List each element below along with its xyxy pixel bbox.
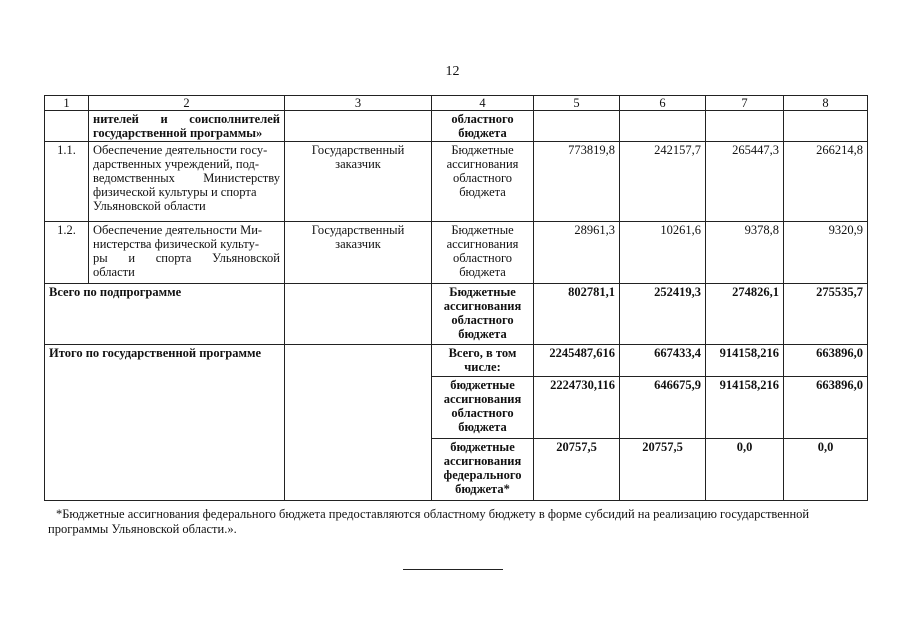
table-cell [620,111,706,142]
subtotal-row [45,284,868,345]
word: ведомственных [93,171,175,185]
executor-cell: Государственный заказчик [285,142,432,222]
header-cell: 3 [285,96,432,111]
source-cell: бюджетные ассигнования областного бюджета [432,377,534,439]
source-cell: бюджетные ассигнования федерального бюджета* [432,439,534,501]
value-cell: 28961,3 [534,222,620,284]
justified-line [93,157,280,171]
value-cell: 0,0 [706,439,784,501]
justified-line [93,143,280,157]
word: Министерству [203,171,280,185]
header-cell: 4 [432,96,534,111]
source-cell: Бюджетные ассигнования областного бюджета [432,284,534,345]
total-row [45,345,868,377]
value-cell: 663896,0 [784,345,868,377]
value-cell: 0,0 [784,439,868,501]
table-cell [706,111,784,142]
table-row [45,222,868,284]
source-cell: Бюджетные ассигнования областного бюджета [432,222,534,284]
text-line: области [93,265,135,279]
subtotal-label: Всего по подпрограмме [45,284,285,345]
header-cell: 6 [620,96,706,111]
word: спорта [155,251,192,265]
justified-line [93,171,280,185]
value-cell: 274826,1 [706,284,784,345]
value-cell: 2245487,616 [534,345,620,377]
value-cell: 802781,1 [534,284,620,345]
word: нистерства физической культу- [93,237,259,251]
table-cell [285,345,432,501]
value-cell: 10261,6 [620,222,706,284]
value-cell: 667433,4 [620,345,706,377]
value-cell: 9378,8 [706,222,784,284]
table-cell [285,111,432,142]
word: ры [93,251,108,265]
value-cell: 265447,3 [706,142,784,222]
continuation-row [45,111,868,142]
value-cell: 266214,8 [784,142,868,222]
word: соисполнителей [189,112,280,126]
justified-line [93,251,280,265]
source-cell: Всего, в том числе: [432,345,534,377]
value-cell: 646675,9 [620,377,706,439]
word: дарственных учреждений, под- [93,157,259,171]
word: Ульяновской [212,251,280,265]
value-cell: 20757,5 [620,439,706,501]
total-label: Итого по государственной программе [45,345,285,501]
header-cell: 5 [534,96,620,111]
value-cell: 773819,8 [534,142,620,222]
value-cell: 663896,0 [784,377,868,439]
budget-table [44,95,868,501]
continuation-name-cell [89,111,285,142]
table-row [45,142,868,222]
header-cell: 8 [784,96,868,111]
table-cell [285,284,432,345]
justified-line [93,237,280,251]
justified-line [93,185,280,199]
row-name-cell [89,142,285,222]
value-cell: 2224730,116 [534,377,620,439]
page-number: 12 [445,64,460,79]
source-cell: областного бюджета [432,111,534,142]
table-cell [784,111,868,142]
value-cell: 242157,7 [620,142,706,222]
word: Обеспечение деятельности госу- [93,143,268,157]
footnote: *Бюджетные ассигнования федерального бюджета предоставляются областному бюджету в форме субсидий на реализацию государственной программы Ульяновской области.». [48,507,810,536]
header-row [45,96,868,111]
value-cell: 914158,216 [706,377,784,439]
closing-divider [403,569,503,570]
word: и [128,251,136,265]
row-number: 1.1. [45,142,89,222]
value-cell: 252419,3 [620,284,706,345]
value-cell: 275535,7 [784,284,868,345]
word: и [160,112,168,126]
table-cell [534,111,620,142]
text-line: Ульяновской области [93,199,206,213]
word: нителей [93,112,139,126]
value-cell: 914158,216 [706,345,784,377]
row-name-cell [89,222,285,284]
header-cell: 7 [706,96,784,111]
header-cell: 2 [89,96,285,111]
value-cell: 9320,9 [784,222,868,284]
header-cell: 1 [45,96,89,111]
table-cell [45,111,89,142]
word: Обеспечение деятельности Ми- [93,223,263,237]
word: физической культуры и спорта [93,185,257,199]
row-number: 1.2. [45,222,89,284]
text-line: государственной программы» [93,126,263,140]
value-cell: 20757,5 [534,439,620,501]
justified-line [93,223,280,237]
source-cell: Бюджетные ассигнования областного бюджета [432,142,534,222]
justified-line [93,112,280,126]
executor-cell: Государственный заказчик [285,222,432,284]
